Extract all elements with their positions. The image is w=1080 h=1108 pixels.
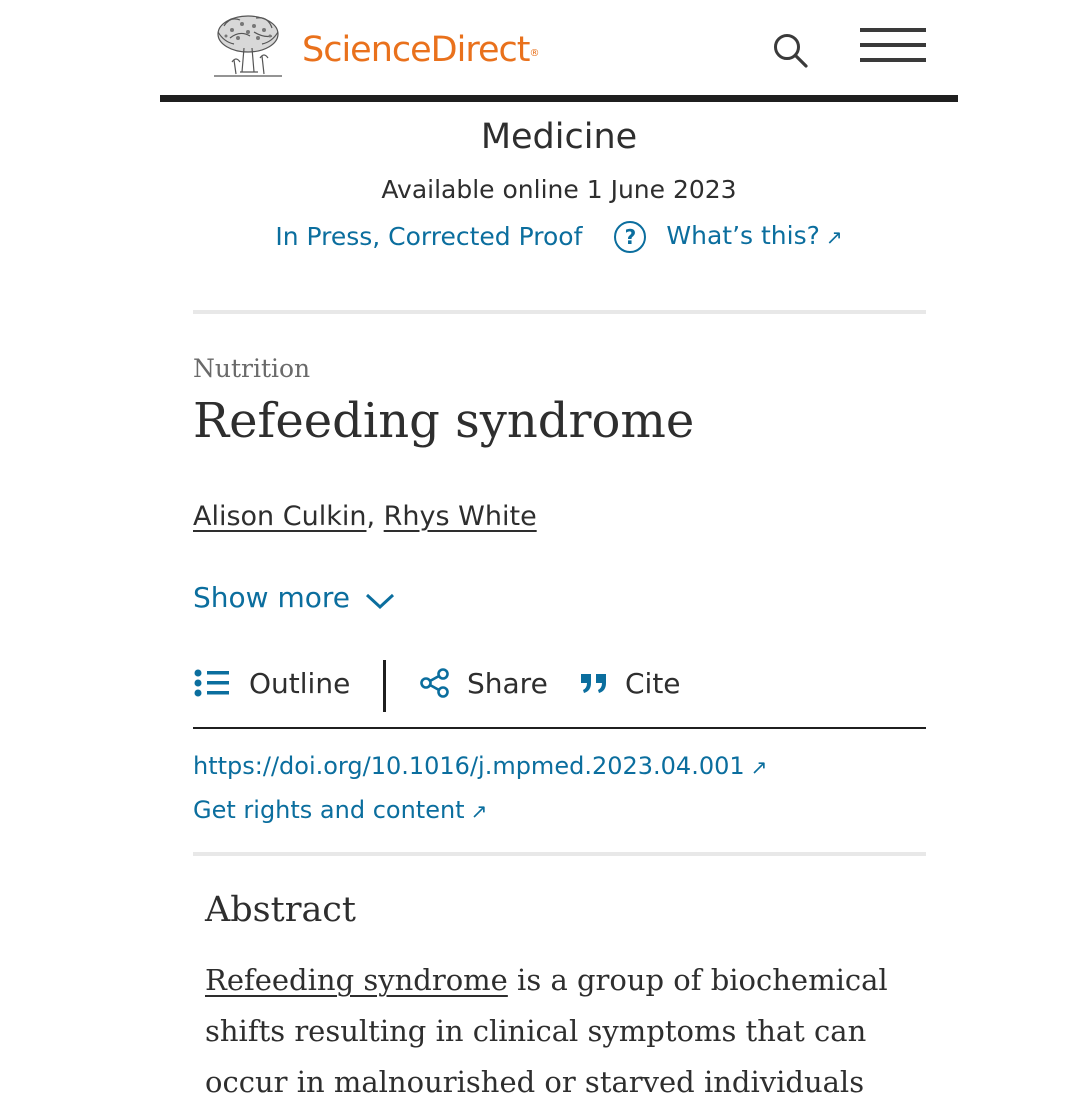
hamburger-menu-icon (860, 28, 926, 32)
cite-label: Cite (625, 666, 681, 700)
article-toolbar (193, 656, 926, 712)
external-link-icon: ↗ (825, 225, 843, 249)
author-link[interactable]: Alison Culkin (193, 501, 367, 532)
author-separator: , (366, 501, 376, 532)
search-icon (770, 30, 810, 70)
doi-link[interactable]: https://doi.org/10.1016/j.mpmed.2023.04.001 ↗ (193, 752, 768, 780)
search-button[interactable] (770, 30, 810, 70)
cite-button[interactable] (579, 656, 681, 710)
header-divider (160, 95, 958, 102)
section-divider (193, 852, 926, 856)
show-more-button[interactable] (193, 578, 396, 618)
toolbar-divider (193, 727, 926, 729)
brand-name: ScienceDirect (302, 30, 530, 70)
quote-icon (579, 670, 609, 696)
rights-link[interactable]: Get rights and content ↗ (193, 796, 488, 824)
outline-button[interactable] (193, 656, 350, 710)
article-status-row (160, 218, 958, 255)
abstract-text (205, 955, 895, 1108)
outline-label: Outline (249, 666, 351, 700)
external-link-icon: ↗ (470, 799, 488, 823)
abstract-heading: Abstract (205, 890, 356, 930)
show-more-label: Show more (193, 581, 350, 614)
article-title: Refeeding syndrome (193, 393, 695, 449)
article-section: Nutrition (193, 354, 311, 383)
author-list (193, 498, 537, 536)
abstract-body-text: is a group of biochemical shifts resulting in clinical symptoms that can occur in malnourished or starved individuals (205, 963, 888, 1099)
share-icon (419, 667, 451, 699)
menu-button[interactable] (858, 26, 928, 64)
whats-this-link[interactable]: What’s this? ↗ (666, 221, 843, 250)
elsevier-tree-icon[interactable] (210, 12, 286, 80)
sciencedirect-logo[interactable] (302, 26, 538, 74)
outline-list-icon (193, 668, 231, 698)
keyword-link[interactable]: Refeeding syndrome (205, 963, 508, 997)
help-question-icon[interactable]: ? (614, 221, 646, 253)
chevron-down-icon (364, 591, 396, 611)
section-divider (193, 310, 926, 314)
author-link[interactable]: Rhys White (383, 501, 537, 532)
share-label: Share (467, 666, 548, 700)
availability-date: Available online 1 June 2023 (381, 175, 737, 204)
article-status: In Press, Corrected Proof (275, 221, 583, 251)
registered-mark: ® (529, 48, 539, 59)
share-button[interactable] (419, 656, 548, 710)
external-link-icon: ↗ (750, 755, 768, 779)
journal-title-link[interactable]: Medicine (480, 117, 638, 157)
toolbar-separator (383, 660, 386, 712)
